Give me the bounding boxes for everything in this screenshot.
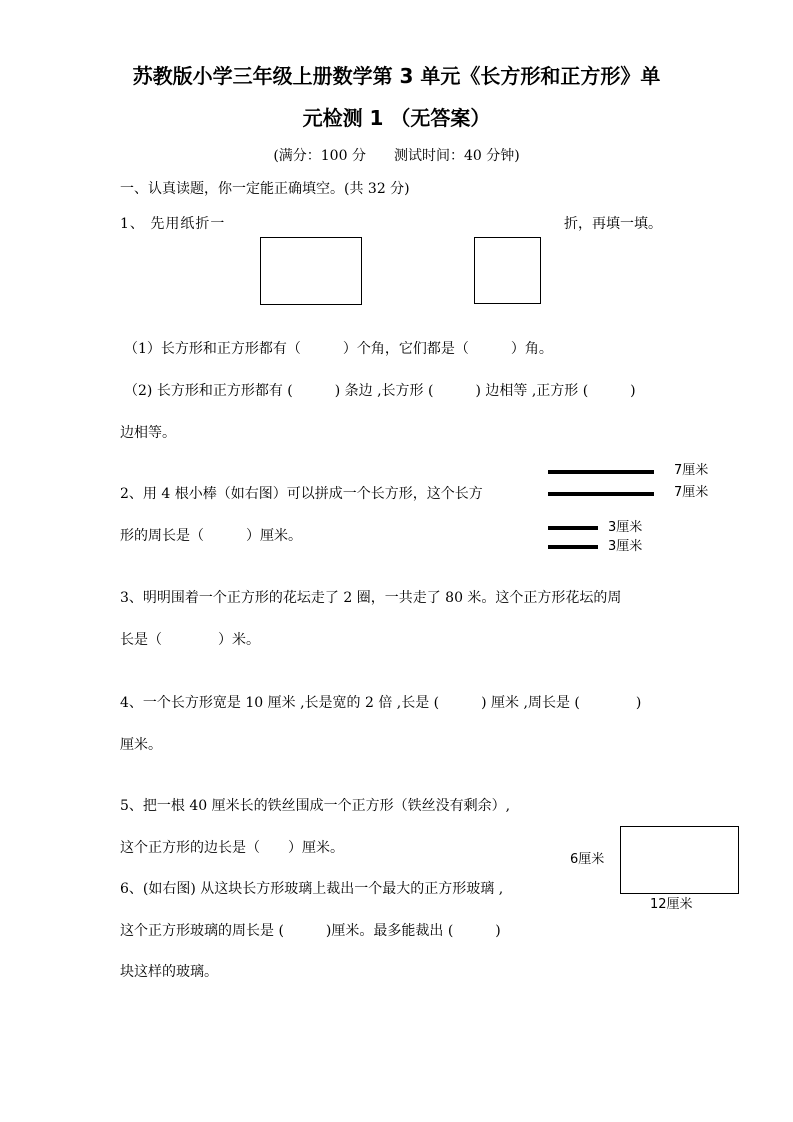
- stick-label-3: 3厘米: [608, 520, 643, 535]
- section-heading: 一、认真读题，你一定能正确填空。(共 32 分): [120, 181, 410, 197]
- glass-height-label: 6厘米: [570, 852, 605, 867]
- q1-prompt-left: 1、 先用纸折一: [120, 216, 226, 232]
- q4-line1: 4、一个长方形宽是 10 厘米 ,长是宽的 2 倍 ,长是 ( ) 厘米 ,周长是 ( ): [120, 695, 642, 711]
- q5-line2: 这个正方形的边长是（ ）厘米。: [120, 840, 344, 856]
- q3-line2: 长是（ ）米。: [120, 632, 260, 648]
- q2-line2: 形的周长是（ ）厘米。: [120, 528, 302, 544]
- q1-prompt-right: 折，再填一填。: [564, 216, 662, 232]
- square-figure: [474, 237, 541, 304]
- q1-sub2-line2: 边相等。: [120, 425, 176, 441]
- rectangle-figure: [260, 237, 362, 305]
- q6-line3: 块这样的玻璃。: [120, 964, 218, 980]
- page-title-line2: 元检测 1 （无答案）: [302, 106, 491, 130]
- q1-sub1: （1）长方形和正方形都有（ ）个角，它们都是（ ）角。: [124, 341, 553, 357]
- exam-info: (满分：100 分 测试时间：40 分钟): [273, 148, 520, 164]
- glass-width-label: 12厘米: [650, 897, 693, 912]
- stick-long-1: [548, 470, 654, 474]
- q4-line2: 厘米。: [120, 737, 162, 753]
- q1-sub2-line1: （2) 长方形和正方形都有 ( ) 条边 ,长方形 ( ) 边相等 ,正方形 ( ): [124, 383, 636, 399]
- stick-short-1: [548, 526, 598, 530]
- stick-label-2: 7厘米: [674, 485, 709, 500]
- q3-line1: 3、明明围着一个正方形的花坛走了 2 圈，一共走了 80 米。这个正方形花坛的周: [120, 590, 622, 606]
- q5-line1: 5、把一根 40 厘米长的铁丝围成一个正方形（铁丝没有剩余）,: [120, 798, 511, 814]
- stick-short-2: [548, 545, 598, 549]
- stick-label-1: 7厘米: [674, 463, 709, 478]
- q2-line1: 2、用 4 根小棒（如右图）可以拼成一个长方形，这个长方: [120, 486, 483, 502]
- q6-line2: 这个正方形玻璃的周长是 ( )厘米。最多能裁出 ( ): [120, 923, 501, 939]
- stick-label-4: 3厘米: [608, 539, 643, 554]
- glass-rectangle-figure: [620, 826, 739, 894]
- q6-line1: 6、(如右图) 从这块长方形玻璃上裁出一个最大的正方形玻璃 ,: [120, 881, 504, 897]
- stick-long-2: [548, 492, 654, 496]
- page-title-line1: 苏教版小学三年级上册数学第 3 单元《长方形和正方形》单: [132, 64, 661, 88]
